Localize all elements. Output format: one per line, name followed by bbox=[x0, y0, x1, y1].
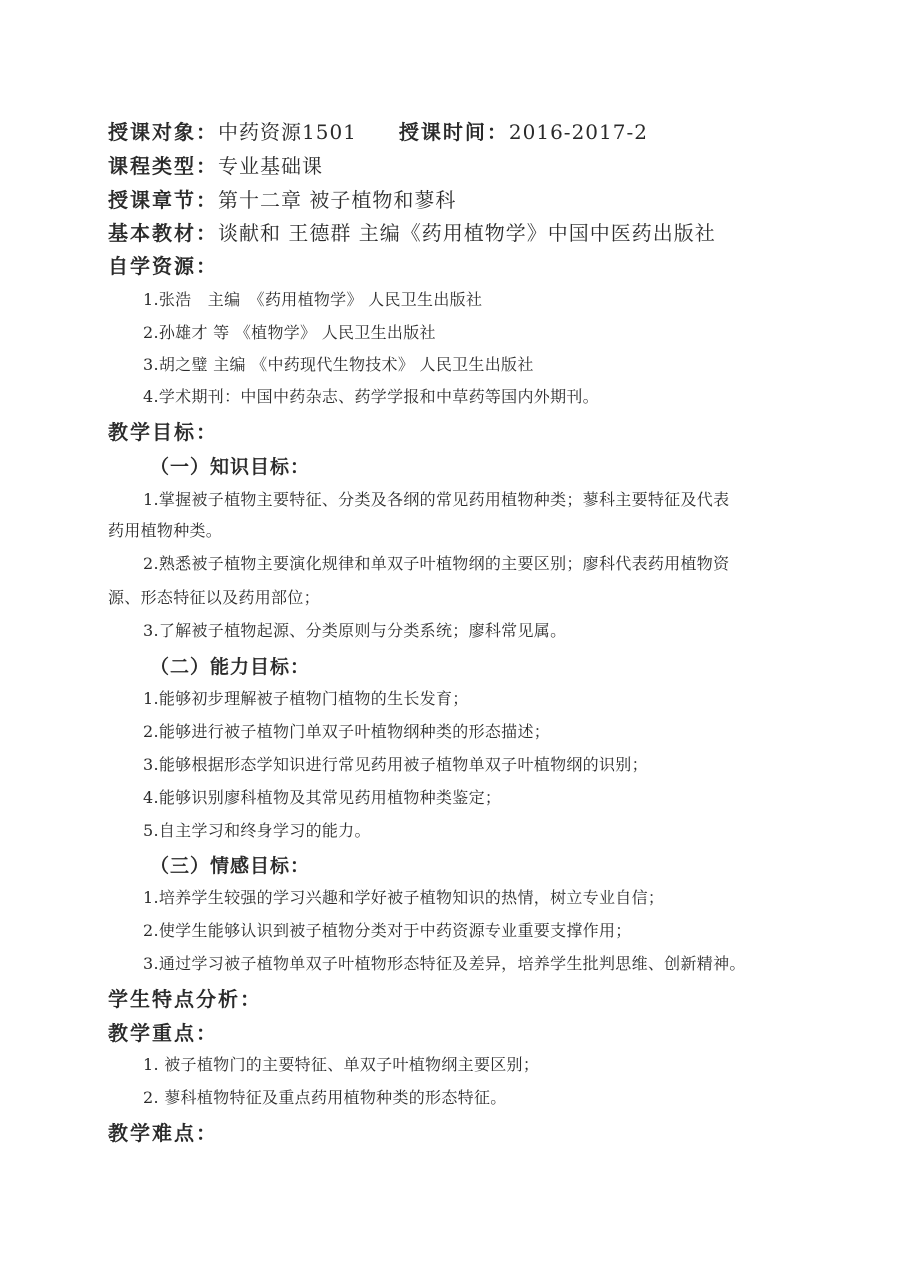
self-study-item: 4.学术期刊：中国中药杂志、药学学报和中草药等国内外期刊。 bbox=[143, 387, 599, 406]
knowledge-objectives-title: （一）知识目标： bbox=[150, 456, 311, 478]
chapter-value: 第十二章 被子植物和蓼科 bbox=[218, 188, 457, 212]
ability-item: 3.能够根据形态学知识进行常见药用被子植物单双子叶植物纲的识别； bbox=[143, 755, 648, 774]
self-study-title: 自学资源： bbox=[108, 254, 218, 278]
audience-label: 授课对象： bbox=[108, 120, 218, 144]
key-points-title: 教学重点： bbox=[108, 1021, 218, 1045]
knowledge-item: 1.掌握被子植物主要特征、分类及各纲的常见药用植物种类；蓼科主要特征及代表 bbox=[143, 490, 730, 509]
knowledge-item-cont: 源、形态特征以及药用部位； bbox=[108, 588, 320, 607]
emotion-objectives-title: （三）情感目标： bbox=[150, 855, 311, 877]
key-point-item: 1. 被子植物门的主要特征、单双子叶植物纲主要区别； bbox=[143, 1055, 540, 1074]
course-type-label: 课程类型： bbox=[108, 154, 218, 178]
ability-objectives-title: （二）能力目标： bbox=[150, 656, 311, 678]
knowledge-item: 3.了解被子植物起源、分类原则与分类系统；廖科常见属。 bbox=[143, 621, 567, 640]
self-study-item: 2.孙雄才 等 《植物学》 人民卫生出版社 bbox=[143, 323, 436, 342]
self-study-item: 1.张浩 主编 《药用植物学》 人民卫生出版社 bbox=[143, 290, 483, 309]
audience-value: 中药资源1501 bbox=[218, 120, 357, 144]
key-point-item: 2. 蓼科植物特征及重点药用植物种类的形态特征。 bbox=[143, 1088, 507, 1107]
self-study-item: 3.胡之璧 主编 《中药现代生物技术》 人民卫生出版社 bbox=[143, 355, 534, 374]
difficulties-title: 教学难点： bbox=[108, 1121, 218, 1145]
emotion-item: 1.培养学生较强的学习兴趣和学好被子植物知识的热情，树立专业自信； bbox=[143, 888, 665, 907]
emotion-item: 2.使学生能够认识到被子植物分类对于中药资源专业重要支撑作用； bbox=[143, 921, 632, 940]
ability-item: 4.能够识别廖科植物及其常见药用植物种类鉴定； bbox=[143, 788, 502, 807]
ability-item: 5.自主学习和终身学习的能力。 bbox=[143, 821, 371, 840]
objectives-title: 教学目标： bbox=[108, 420, 218, 444]
audience-line bbox=[108, 116, 648, 145]
emotion-item: 3.通过学习被子植物单双子叶植物形态特征及差异，培养学生批判思维、创新精神。 bbox=[143, 954, 746, 973]
chapter-label: 授课章节： bbox=[108, 188, 218, 212]
course-type-line bbox=[108, 150, 323, 179]
course-type-value: 专业基础课 bbox=[218, 154, 323, 178]
ability-item: 1.能够初步理解被子植物门植物的生长发育； bbox=[143, 689, 469, 708]
knowledge-item-cont: 药用植物种类。 bbox=[108, 521, 223, 540]
time-value: 2016-2017-2 bbox=[508, 120, 648, 144]
student-analysis-title: 学生特点分析： bbox=[108, 987, 262, 1011]
knowledge-item: 2.熟悉被子植物主要演化规律和单双子叶植物纲的主要区别；廖科代表药用植物资 bbox=[143, 554, 730, 573]
textbook-label: 基本教材： bbox=[108, 221, 218, 245]
chapter-line bbox=[108, 184, 456, 213]
textbook-line bbox=[108, 217, 716, 246]
ability-item: 2.能够进行被子植物门单双子叶植物纲种类的形态描述； bbox=[143, 722, 551, 741]
time-label: 授课时间： bbox=[398, 120, 509, 144]
textbook-value: 谈献和 王德群 主编《药用植物学》中国中医药出版社 bbox=[218, 221, 716, 245]
